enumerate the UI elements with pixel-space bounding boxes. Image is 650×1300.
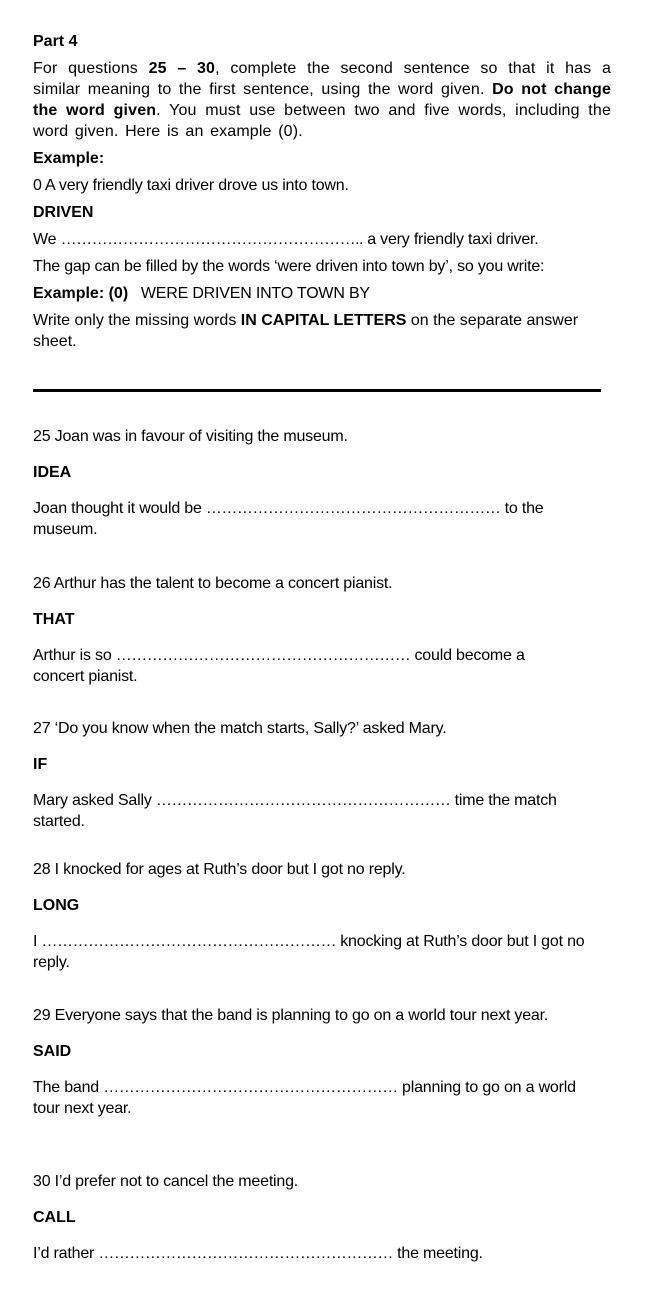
instructions-text-part: . You must use between two and five words, including the word given. Here is an example (0).: [33, 102, 611, 140]
question-sentence: 25 Joan was in favour of visiting the museum.: [33, 428, 348, 445]
example-explanation: The gap can be filled by the words ‘were driven into town by’, so you write:: [33, 258, 545, 275]
question-gapped-sentence: [33, 1077, 578, 1119]
question-keyword: SAID: [33, 1043, 72, 1060]
question-26: [33, 573, 611, 687]
example-heading: Example:: [33, 150, 105, 167]
gapped-after: to the museum.: [33, 500, 544, 538]
instructions-section: [33, 31, 611, 352]
gapped-after: the meeting.: [392, 1245, 483, 1262]
note-text: on the separate answer sheet.: [33, 312, 579, 350]
instructions-text-part: , complete the second sentence so that it has a similar meaning to the first sentence, using the word given.: [33, 60, 611, 98]
question-keyword: CALL: [33, 1209, 76, 1226]
answer-gap[interactable]: …………………………………………………: [103, 1079, 398, 1096]
note-text: Write only the missing words: [33, 312, 241, 329]
instructions-rule: Do not change the word given: [33, 81, 611, 119]
question-keyword: IF: [33, 756, 48, 773]
gapped-after: time the match started.: [33, 792, 557, 830]
example-answer-label: Example: (0): [33, 285, 129, 302]
answer-gap[interactable]: …………………………………………………: [205, 500, 501, 517]
question-28: [33, 859, 611, 973]
answer-gap[interactable]: …………………………………………………: [41, 933, 336, 950]
note-emphasis: IN CAPITAL LETTERS: [240, 312, 407, 329]
question-30: [33, 1171, 611, 1264]
question-gapped-sentence: [33, 498, 593, 540]
gapped-before: I: [33, 933, 42, 950]
gapped-before: Arthur is so: [33, 647, 116, 664]
example-keyword: DRIVEN: [33, 204, 94, 221]
gapped-before: Joan thought it would be: [33, 500, 206, 517]
question-keyword: IDEA: [33, 464, 72, 481]
example-answer-value: WERE DRIVEN INTO TOWN BY: [128, 285, 370, 302]
answer-gap[interactable]: …………………………………………………: [155, 792, 451, 809]
question-sentence: 27 ‘Do you know when the match starts, Sally?’ asked Mary.: [33, 720, 447, 737]
question-29: [33, 1005, 611, 1119]
example-answer: [33, 283, 611, 304]
answer-gap[interactable]: …………………………………………………: [98, 1245, 393, 1262]
question-keyword: THAT: [33, 611, 75, 628]
gapped-after: knocking at Ruth’s door but I got no reply.: [33, 933, 585, 971]
question-gapped-sentence: [33, 931, 608, 973]
example-gapped-sentence: [33, 229, 611, 250]
example-sentence: 0 A very friendly taxi driver drove us into town.: [33, 177, 349, 194]
gapped-after: could become a concert pianist.: [33, 647, 525, 685]
gapped-after: planning to go on a world tour next year.: [33, 1079, 576, 1117]
section-divider: [33, 389, 601, 392]
instructions-text: [33, 58, 611, 142]
question-25: [33, 426, 611, 540]
part-title: Part 4: [33, 33, 78, 50]
gapped-before: Mary asked Sally: [33, 792, 156, 809]
example-gap: …………………………………………………..: [60, 231, 363, 248]
instructions-text-part: For questions: [33, 60, 149, 77]
question-gapped-sentence: [33, 1243, 611, 1264]
question-range: 25 – 30: [148, 60, 216, 77]
question-sentence: 29 Everyone says that the band is planning to go on a world tour next year.: [33, 1007, 549, 1024]
example-gapped-end: a very friendly taxi driver.: [362, 231, 539, 248]
gapped-before: I’d rather: [33, 1245, 99, 1262]
question-gapped-sentence: [33, 790, 603, 832]
question-27: [33, 718, 611, 832]
question-sentence: 30 I’d prefer not to cancel the meeting.: [33, 1173, 299, 1190]
capital-letters-note: [33, 310, 593, 352]
gapped-before: The band: [33, 1079, 104, 1096]
question-gapped-sentence: [33, 645, 573, 687]
example-gapped-start: We: [33, 231, 61, 248]
question-keyword: LONG: [33, 897, 80, 914]
question-sentence: 26 Arthur has the talent to become a concert pianist.: [33, 575, 393, 592]
question-sentence: 28 I knocked for ages at Ruth’s door but I got no reply.: [33, 861, 406, 878]
answer-gap[interactable]: …………………………………………………: [115, 647, 411, 664]
